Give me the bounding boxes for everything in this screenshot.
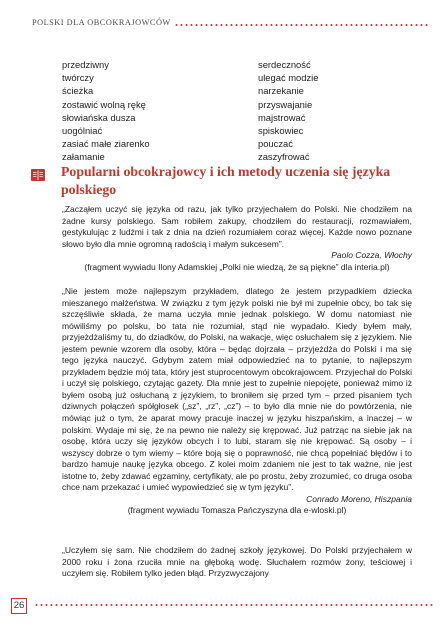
- quote-third: [62, 545, 412, 580]
- quote-author: Paolo Cozza, Włochy: [331, 250, 412, 261]
- vocab-item: zasiać małe ziarenko: [62, 138, 150, 150]
- vocab-item: zaszyfrować: [258, 151, 310, 163]
- quote-text: „Zacząłem uczyć się języka od razu, jak tylko przyjechałem do Polski. Nie chodziłem na żadne kursy polskiego. Sam robiłem zakupy, chodziłem do restauracji, rozmawiałem, gestykulując z ludźmi i tak z dnia na dzień rozumiałem coraz więcej. Każde nowo poznane słowo było dla mnie ogromną radością i małym sukcesem”.: [62, 204, 412, 249]
- quote-author: Conrado Moreno, Hiszpania: [306, 493, 412, 504]
- page-number: 26: [11, 598, 27, 614]
- vocab-item: pouczać: [258, 138, 293, 150]
- vocab-item: spiskowiec: [258, 125, 304, 137]
- vocab-item: przyswajanie: [258, 98, 313, 110]
- running-header: [32, 18, 430, 34]
- vocab-column-left: [62, 58, 150, 164]
- quote-conrado-moreno: [62, 286, 412, 517]
- vocab-item: słowiańska dusza: [62, 111, 136, 123]
- book-icon: [31, 168, 45, 180]
- section-title: Popularni obcokrajowcy i ich metody uczenia się języka polskiego: [61, 164, 391, 197]
- vocab-item: ulegać modzie: [258, 72, 319, 84]
- header-title: POLSKI DLA OBCOKRAJOWCÓW: [32, 18, 171, 27]
- vocab-item: ścieżka: [62, 85, 94, 97]
- footer-dotted-rule: [34, 604, 433, 606]
- quote-text: „Nie jestem może najlepszym przykładem, dlatego że jestem przypadkiem dziecka mieszanego małżeństwa. W związku z tym język polski nie był mi zupełnie obcy, bo tak się szczęśliwie składa, że mama uczyła mnie jednak polskiego. W domu natomiast nie mówiliśmy po polsku, bo tata nie rozumiał, stąd nie wypadało. Kiedy byłem mały, przyjeżdżaliśmy tu, do dziadków, do Polski, na wakacje, więc osłuchałem się z językiem. Nie jestem pewnie wzorem dla osoby, która – będąc dojrzała – przyjeżdża do Polski i ma się tego języka nauczyć. Gdybym zatem miał odpowiedzieć na to pytanie, to najlepszym przykładem będzie mój tata, który jest stuprocentowym obcokrajowcem. Przyjechał do Polski i uczył się polskiego, czytając gazety. Dla mnie jest to zupełnie niepojęte, ponieważ mimo iż byłem osobą już osłuchaną z językiem, to broniłem się przed tym – przed pisaniem tych dziwnych połączeń spółgłosek („sz”, „rz”, „cz”) – to było dla mnie nie do powtórzenia, nie mówiąc już o tym, że aparat mowy pracuje inaczej w języku hiszpańskim, a inaczej – w polskim. Wydaje mi się, że na pewno nie należy się krępować. Już patrząc na siebie jak na osobę, która uczy się języków obcych i to lubi, staram się nie krępować. Są osoby – i wszyscy dobrze o tym wiemy – które boją się o poprawność, nie chcą popełniać błędów i to bardzo hamuje naukę języka obcego. Z kolei moim zdaniem nie jest to tak ważne, nie jest istotne to, żeby zdawać egzaminy, certyfikaty, ale po prostu, żeby zrozumieć, co druga osoba chce nam przekazać i umieć wypowiedzieć się w tym języku”.: [62, 286, 412, 493]
- vocab-item: uogólniać: [62, 125, 103, 137]
- vocab-item: majstrować: [258, 111, 306, 123]
- quote-source: (fragment wywiadu Tomasza Pańczyszyna dla e-wloski.pl): [127, 505, 347, 516]
- quote-source: (fragment wywiadu Ilony Adamskiej „Polki nie wiedzą, że są piękne” dla interia.pl): [84, 261, 390, 272]
- header-dotted-rule: [174, 24, 430, 26]
- vocab-item: zostawić wolną rękę: [62, 98, 146, 110]
- quote-text: „Uczyłem się sam. Nie chodziłem do żadnej szkoły językowej. Do Polski przyjechałem w 2000 roku i żona rzuciła mnie na głęboką wodę. Słuchałem rozmów żony, teściowej i uczyłem się. Robiłem tylko jeden błąd. Przyzwyczajony: [62, 545, 412, 579]
- quote-paolo-cozza: [62, 204, 412, 273]
- vocab-item: przedziwny: [62, 59, 109, 70]
- vocab-item: twórczy: [62, 72, 94, 84]
- vocab-column-right: [258, 58, 318, 164]
- vocab-item: narzekanie: [258, 85, 304, 97]
- vocab-item: załamanie: [62, 151, 105, 163]
- vocab-item: serdeczność: [258, 59, 311, 70]
